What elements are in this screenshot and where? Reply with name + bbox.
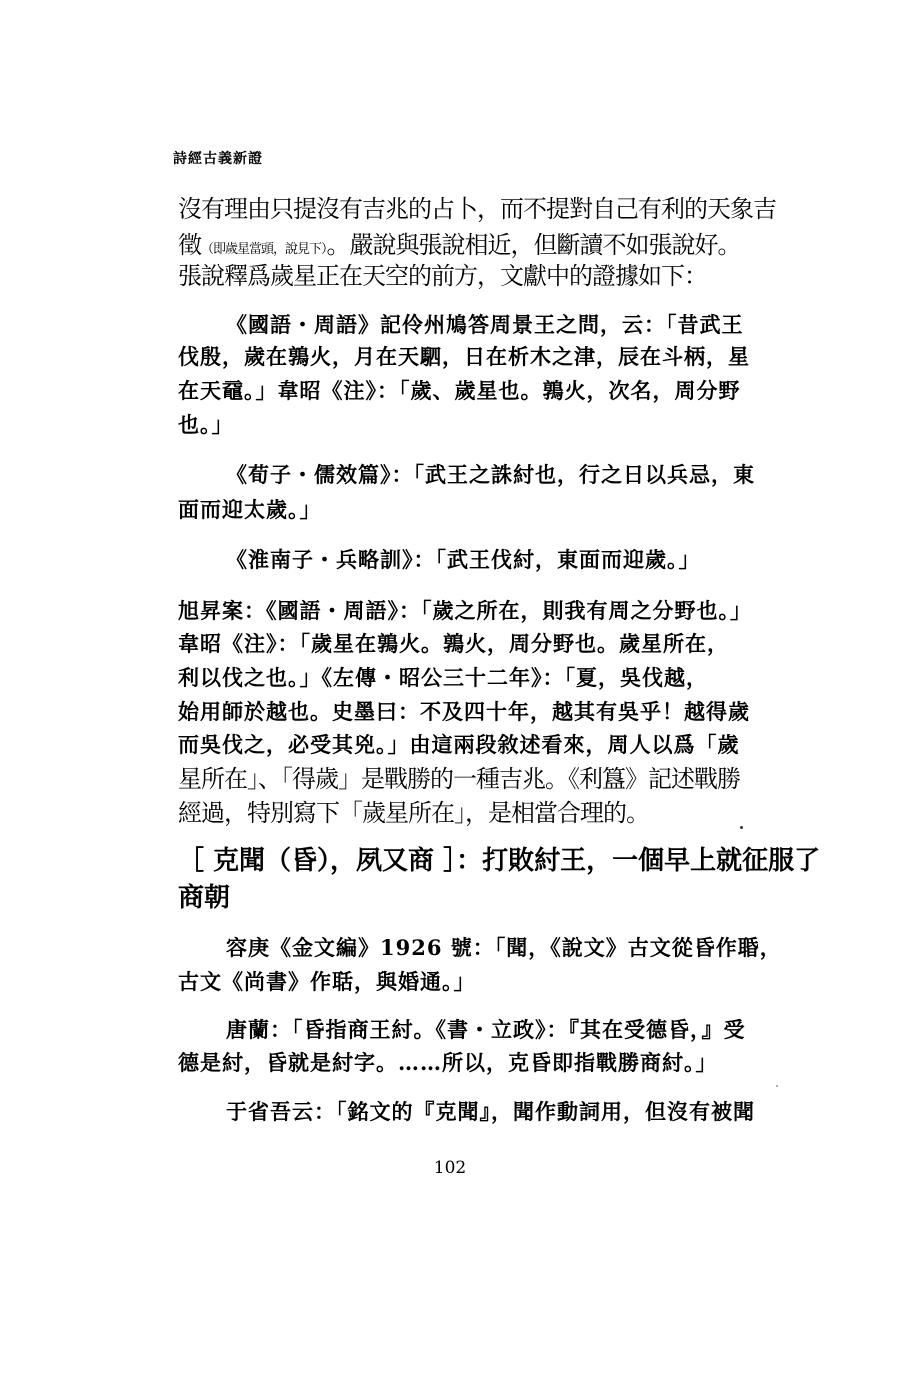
paragraph-text: 徵 xyxy=(178,231,201,259)
quote-line: 也。」 xyxy=(178,412,234,437)
running-header: 詩經古義新證 xyxy=(173,151,263,167)
quote-line: 面而迎太歲。」 xyxy=(178,497,322,522)
section-heading: ［ 克聞（昏），夙又商 ］：打敗紂王，一個早上就征服了 xyxy=(178,846,821,876)
paragraph-line: 利以伐之也。」《左傳・昭公三十二年》：「夏，吳伐越， xyxy=(178,665,708,690)
scan-speck xyxy=(740,826,743,829)
paragraph-line: 韋昭《注》：「歲星在鶉火。鶉火，周分野也。歲星所在， xyxy=(178,631,729,656)
quote-line: 容庚《金文編》1926 號：「聞，《說文》古文從昏作䎽， xyxy=(226,935,782,960)
paragraph-line: 而吳伐之，必受其兇。」由這兩段敘述看來，周人以爲「歲 xyxy=(178,732,740,757)
paragraph-line: 張說釋爲歲星正在天空的前方，文獻中的證據如下： xyxy=(178,262,707,290)
quote-line: 于省吾云：「銘文的『克聞』，聞作動詞用，但沒有被聞 xyxy=(226,1099,755,1124)
quote-line: 唐蘭：「昏指商王紂。《書・立政》：『其在受德昏，』受 xyxy=(226,1017,746,1042)
paragraph-line: 沒有理由只提沒有吉兆的占卜，而不提對自己有利的天象吉 xyxy=(178,195,776,223)
quote-line: 《淮南子・兵略訓》：「武王伐紂，東面而迎歲。」 xyxy=(226,547,701,572)
paragraph-line xyxy=(178,233,768,257)
quote-line: 伐殷，歲在鶉火，月在天駟，日在析木之津，辰在斗柄，星 xyxy=(178,344,750,369)
quote-line: 在天黿。」韋昭《注》：「歲、歲星也。鶉火，次名，周分野 xyxy=(178,378,741,403)
page-number: 102 xyxy=(433,1158,467,1178)
section-heading: 商朝 xyxy=(178,883,231,913)
inline-note: （即歲星當頭，說見下） xyxy=(201,242,327,257)
paragraph-line: 始用師於越也。史墨曰：不及四十年，越其有吳乎！越得歲 xyxy=(178,699,750,724)
paragraph-text: 。嚴說與張說相近，但斷讀不如張說好。 xyxy=(326,231,741,259)
quote-line: 《荀子・儒效篇》：「武王之誅紂也，行之日以兵忌，東 xyxy=(226,462,755,487)
quote-line: 古文《尚書》作聒，與婚通。」 xyxy=(178,969,476,994)
quote-line: 《國語・周語》記伶州鳩答周景王之問，云：「昔武王 xyxy=(226,312,744,337)
paragraph-line: 旭昇案：《國語・周語》：「歲之所在，則我有周之分野也。」 xyxy=(178,598,752,623)
scan-speck xyxy=(776,1085,778,1087)
paragraph-line: 星所在」、「得歲」是戰勝的一種吉兆。《利簋》記述戰勝 xyxy=(178,765,740,793)
paragraph-line: 經過，特別寫下「歲星所在」，是相當合理的。 xyxy=(178,799,649,827)
quote-line: 德是紂，昏就是紂字。……所以，克昏即指戰勝商紂。」 xyxy=(178,1050,718,1075)
